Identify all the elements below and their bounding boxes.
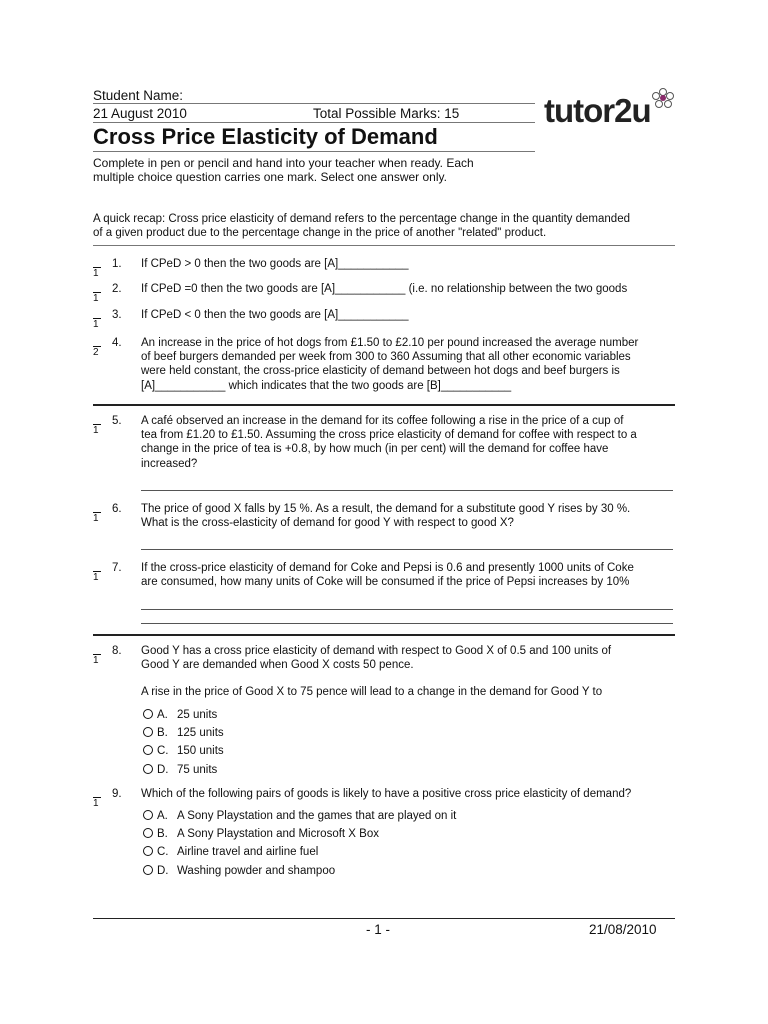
question-number: 9.	[112, 788, 122, 800]
option-d[interactable]: D. Washing powder and shampoo	[143, 864, 335, 878]
mark-box: 1	[93, 309, 101, 330]
question-line: What is the cross-elasticity of demand for good Y with respect to good X?	[141, 517, 514, 530]
question-number: 2.	[112, 283, 122, 295]
question-text: Which of the following pairs of goods is likely to have a positive cross price elasticity of demand?	[141, 788, 632, 800]
radio-button[interactable]	[143, 810, 153, 820]
header-date: 21 August 2010	[93, 106, 187, 121]
question-line: The price of good X falls by 15 %. As a result, the demand for a substitute good Y rises by 30 %.	[141, 503, 631, 515]
question-line: increased?	[141, 457, 198, 470]
tutor2u-logo	[544, 94, 651, 128]
header-divider	[93, 122, 535, 123]
question-line: tea from £1.20 to £1.50. Assuming the cross price elasticity of demand for coffee with respect to a	[141, 429, 637, 442]
question-line: An increase in the price of hot dogs from £1.50 to £2.10 per pound increased the average number	[141, 337, 639, 349]
section-divider	[93, 634, 675, 636]
answer-line[interactable]	[141, 490, 673, 491]
radio-button[interactable]	[143, 865, 153, 875]
logo-text	[544, 92, 651, 129]
answer-line[interactable]	[141, 623, 673, 624]
question-number: 4.	[112, 337, 122, 349]
answer-line[interactable]	[141, 549, 673, 550]
page-title: Cross Price Elasticity of Demand	[93, 124, 438, 149]
radio-button[interactable]	[143, 727, 153, 737]
radio-button[interactable]	[143, 846, 153, 856]
section-divider	[93, 245, 675, 246]
question-text	[141, 644, 676, 672]
question-number: 8.	[112, 645, 122, 657]
option-b[interactable]: B. 125 units	[143, 726, 224, 740]
header-divider	[93, 103, 535, 104]
question-line: were held constant, the cross-price elasticity of demand between hot dogs and beef burgers is	[141, 365, 620, 378]
question-text: If CPeD < 0 then the two goods are [A]___________	[141, 309, 409, 321]
question-text: If CPeD =0 then the two goods are [A]___________ (i.e. no relationship between the two goods	[141, 283, 628, 295]
question-line: of beef burgers demanded per week from 300 to 360 Assuming that all other economic variables	[141, 351, 631, 364]
question-line: A café observed an increase in the demand for its coffee following a rise in the price of a cup of	[141, 415, 624, 427]
recap-line-1: A quick recap: Cross price elasticity of demand refers to the percentage change in the quantity demanded	[93, 213, 630, 225]
mark-box: 1	[93, 258, 101, 279]
radio-button[interactable]	[143, 764, 153, 774]
mark-box: 1	[93, 283, 101, 304]
question-number: 3.	[112, 309, 122, 321]
question-text	[141, 502, 676, 530]
logo-text-b: 2u	[614, 92, 651, 129]
question-number: 5.	[112, 415, 122, 427]
option-a[interactable]: A. A Sony Playstation and the games that are played on it	[143, 809, 456, 823]
option-c[interactable]: C. 150 units	[143, 744, 224, 758]
question-text	[141, 561, 676, 589]
radio-button[interactable]	[143, 745, 153, 755]
question-text	[141, 336, 676, 393]
option-b[interactable]: B. A Sony Playstation and Microsoft X Box	[143, 827, 379, 841]
instructions-line-1: Complete in pen or pencil and hand into your teacher when ready. Each	[93, 156, 474, 170]
question-number: 7.	[112, 562, 122, 574]
mark-box: 2	[93, 337, 101, 358]
option-a[interactable]: A. 25 units	[143, 708, 217, 722]
recap-line-2: of a given product due to the percentage change in the price of another "related" product.	[93, 227, 547, 239]
question-line: Good Y has a cross price elasticity of demand with respect to Good X of 0.5 and 100 units of	[141, 645, 612, 657]
mark-box: 1	[93, 503, 101, 524]
total-marks: Total Possible Marks: 15	[313, 106, 460, 121]
option-d[interactable]: D. 75 units	[143, 763, 217, 777]
answer-line[interactable]	[141, 609, 673, 610]
instructions-line-2: multiple choice question carries one mark. Select one answer only.	[93, 170, 447, 184]
mark-box: 1	[93, 415, 101, 436]
mark-box: 1	[93, 645, 101, 666]
header-divider	[93, 151, 535, 152]
mark-box: 1	[93, 788, 101, 809]
mark-box: 1	[93, 562, 101, 583]
question-line: Good Y are demanded when Good X costs 50 pence.	[141, 659, 414, 672]
question-text	[141, 414, 676, 471]
question-line: If the cross-price elasticity of demand for Coke and Pepsi is 0.6 and presently 1000 units of Coke	[141, 562, 634, 574]
question-number: 1.	[112, 258, 122, 270]
question-line: change in the price of tea is +0.8, by how much (in per cent) will the demand for coffee have	[141, 443, 609, 456]
logo-text-a: tutor	[544, 92, 615, 129]
question-subtext: A rise in the price of Good X to 75 pence will lead to a change in the demand for Good Y to	[141, 686, 603, 698]
question-line: [A]___________ which indicates that the two goods are [B]___________	[141, 379, 512, 392]
footer-date: 21/08/2010	[589, 922, 657, 937]
question-line: are consumed, how many units of Coke will be consumed if the price of Pepsi increases by 10%	[141, 576, 630, 589]
student-name-label: Student Name:	[93, 88, 184, 103]
footer-divider	[93, 918, 675, 919]
option-c[interactable]: C. Airline travel and airline fuel	[143, 845, 318, 859]
question-number: 6.	[112, 503, 122, 515]
flower-icon	[648, 84, 678, 114]
section-divider	[93, 404, 675, 406]
question-text: If CPeD > 0 then the two goods are [A]___________	[141, 258, 409, 270]
radio-button[interactable]	[143, 828, 153, 838]
radio-button[interactable]	[143, 709, 153, 719]
page-number: - 1 -	[366, 922, 391, 937]
